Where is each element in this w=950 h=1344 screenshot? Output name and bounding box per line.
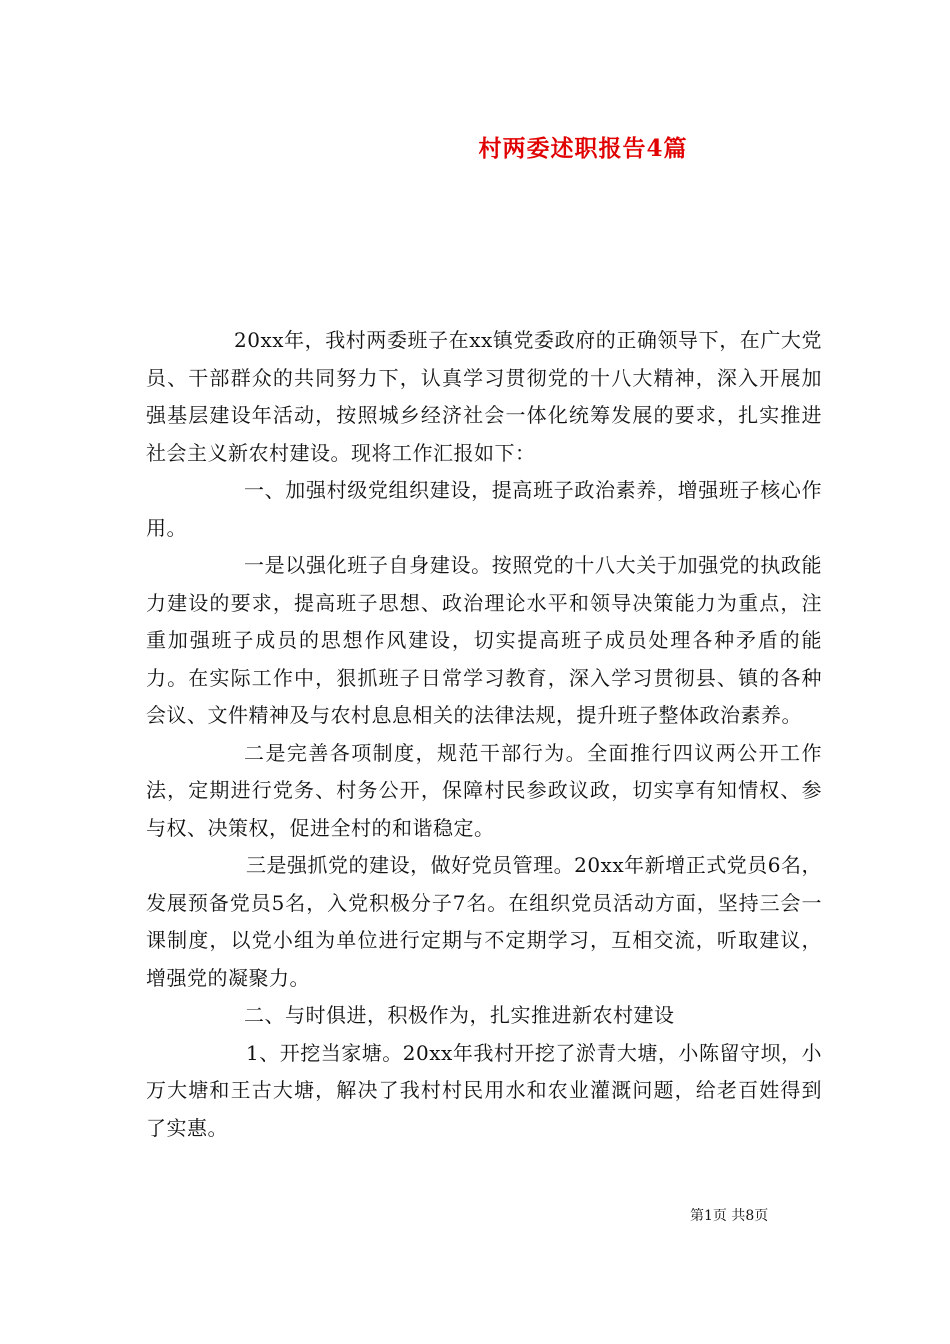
paragraph-item-4: 1、开挖当家塘。20xx年我村开挖了淤青大塘，小陈留守坝，小万大塘和王古大塘，解决了我村村民用水和农业灌溉问题，给老百姓得到了实惠。 <box>146 1040 822 1140</box>
document-title: 村两委述职报告4篇 <box>478 135 688 162</box>
document-body <box>146 322 822 1147</box>
paragraph-item-2: 二是完善各项制度，规范干部行为。全面推行四议两公开工作法，定期进行党务、村务公开，保障村民参政议政，切实享有知情权、参与权、决策权，促进全村的和谐稳定。 <box>146 740 822 840</box>
paragraph-item-3: 三是强抓党的建设，做好党员管理。20xx年新增正式党员6名，发展预备党员5名，入党积极分子7名。在组织党员活动方面，坚持三会一课制度，以党小组为单位进行定期与不定期学习，互相交流，听取建议，增强党的凝聚力。 <box>146 853 822 990</box>
paragraph-item-1: 一是以强化班子自身建设。按照党的十八大关于加强党的执政能力建设的要求，提高班子思想、政治理论水平和领导决策能力为重点，注重加强班子成员的思想作风建设，切实提高班子成员处理各种矛盾的能力。在实际工作中，狠抓班子日常学习教育，深入学习贯彻县、镇的各种会议、文件精神及与农村息息相关的法律法规，提升班子整体政治素养。 <box>146 553 822 727</box>
page-number-footer: 第1页 共8页 <box>690 1208 769 1224</box>
section-heading-1: 一、加强村级党组织建设，提高班子政治素养，增强班子核心作用。 <box>146 478 822 540</box>
section-heading-2: 二、与时俱进，积极作为，扎实推进新农村建设 <box>244 1003 675 1027</box>
paragraph-intro: 20xx年，我村两委班子在xx镇党委政府的正确领导下，在广大党员、干部群众的共同努力下，认真学习贯彻党的十八大精神，深入开展加强基层建设年活动，按照城乡经济社会一体化统筹发展的要求，扎实推进社会主义新农村建设。现将工作汇报如下： <box>146 328 822 465</box>
